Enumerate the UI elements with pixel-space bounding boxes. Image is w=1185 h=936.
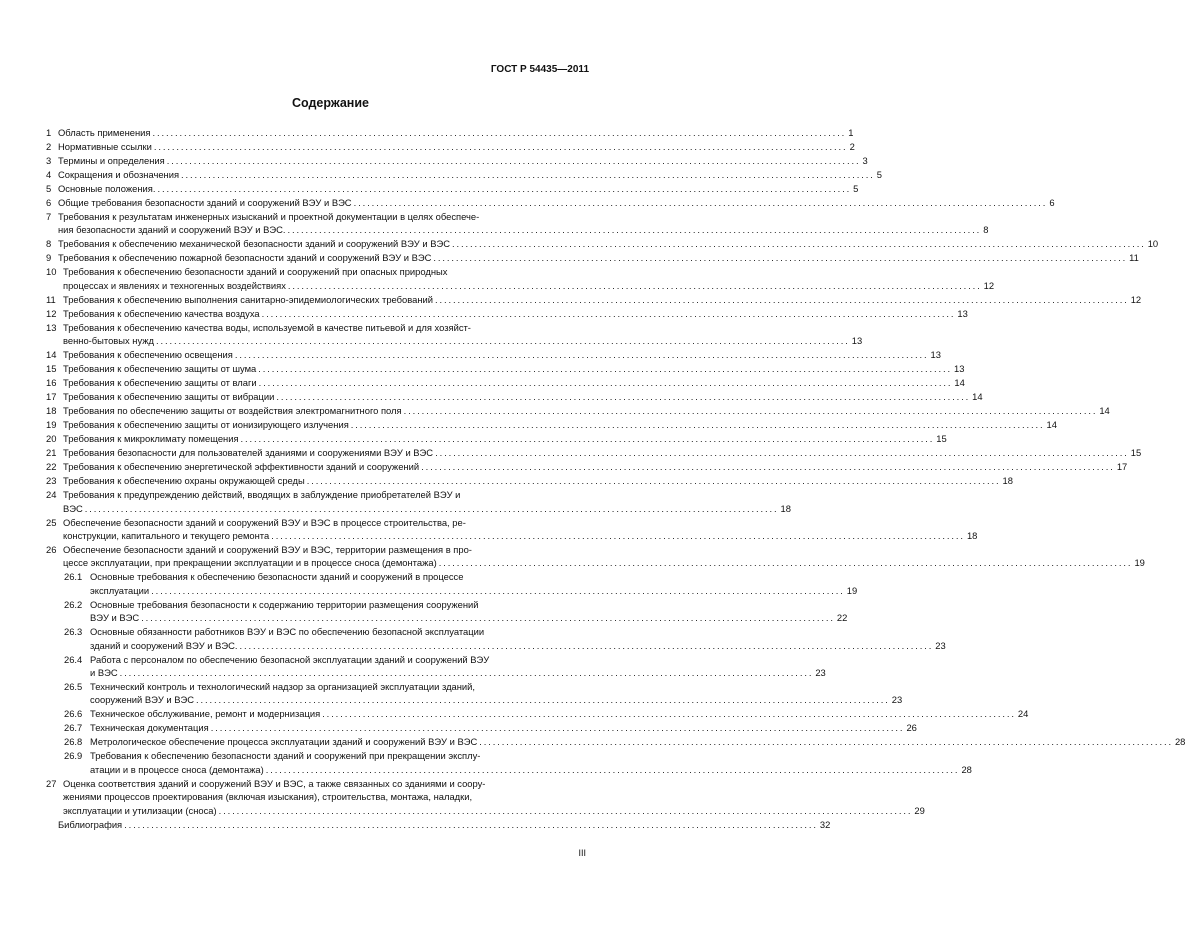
toc-entry[interactable]: [46, 168, 882, 181]
toc-entry[interactable]: [46, 140, 855, 153]
dot-leader: ..........................................................................................................................................................: [151, 584, 845, 596]
dot-leader: ..........................................................................................................................................................: [271, 530, 965, 542]
toc-entry[interactable]: [46, 210, 989, 237]
toc-entry-text: Требования к обеспечению защиты от ионизирующего излучения: [63, 419, 349, 431]
dot-leader: ..........................................................................................................................................................: [403, 405, 1098, 417]
toc-entry-text: цессе эксплуатации, при прекращении эксплуатации и в процессе сноса (демонтажа): [63, 557, 437, 569]
dot-leader: ..........................................................................................................................................................: [306, 475, 1001, 487]
toc-entry-text: Основные положения.: [58, 183, 156, 194]
dot-leader: ..........................................................................................................................................................: [196, 694, 890, 706]
toc-entry-text: Требования к обеспечению качества воздуха: [63, 307, 260, 319]
toc-entry-text: Оценка соответствия зданий и сооружений ВЭУ и ВЭС, а также связанных со зданиями и соору-: [63, 777, 486, 789]
toc-page-number: 2: [849, 141, 855, 152]
toc-page-number: 22: [836, 612, 848, 624]
toc-entry-text: Работа с персоналом по обеспечению безопасной эксплуатации зданий и сооружений ВЭУ: [90, 653, 490, 665]
toc-entry-text: Общие требования безопасности зданий и сооружений ВЭУ и ВЭС: [58, 197, 352, 208]
toc-entry[interactable]: [46, 446, 1142, 459]
toc-page-number: 14: [972, 391, 983, 403]
toc-entry-number: 13: [46, 321, 57, 333]
toc-entry[interactable]: [46, 237, 1159, 250]
dot-leader: ..........................................................................................................................................................: [141, 612, 835, 624]
toc-entry-text: Требования по обеспечению защиты от воздействия электромагнитного поля: [63, 405, 402, 417]
toc-entry-text: ния безопасности зданий и сооружений ВЭУ и ВЭС.: [58, 224, 286, 236]
toc-entry-number: 2: [46, 141, 52, 152]
toc-entry-text: Требования к обеспечению защиты от влаги: [63, 377, 257, 389]
toc-entry-number: 27: [46, 777, 57, 789]
toc-page-number: 19: [846, 584, 858, 596]
toc-entry[interactable]: [46, 251, 1139, 264]
toc-entry[interactable]: [46, 680, 903, 707]
toc-entry-number: 11: [46, 293, 56, 305]
dot-leader: ..........................................................................................................................................................: [353, 197, 1048, 208]
toc-entry-number: 12: [46, 307, 57, 319]
toc-page-number: 23: [815, 667, 826, 679]
toc-page-number: 18: [780, 502, 791, 514]
toc-page-number: 5: [876, 169, 882, 180]
toc-page-number: 17: [1116, 461, 1128, 473]
toc-entry-text: эксплуатации и утилизации (сноса): [63, 804, 217, 816]
dot-leader: ..........................................................................................................................................................: [421, 461, 1115, 473]
toc-entry-text: эксплуатации: [90, 584, 150, 596]
toc-entry-text: Основные требования безопасности к содержанию территории размещения сооружений: [90, 598, 479, 610]
toc-entry-text: зданий и сооружений ВЭУ и ВЭС.: [90, 639, 238, 651]
toc-page-number: 13: [957, 307, 968, 319]
dot-leader: ..........................................................................................................................................................: [433, 252, 1128, 264]
toc-entry-text: венно-бытовых нужд: [63, 335, 155, 347]
toc-entry-number: 26.2: [64, 598, 83, 610]
toc-page-number: 15: [936, 433, 947, 445]
toc-entry[interactable]: [46, 293, 1142, 306]
toc-entry[interactable]: [46, 390, 983, 403]
toc-entry-number: 10: [46, 266, 57, 278]
toc-entry-number: 26.4: [64, 653, 83, 665]
toc-page-number: 24: [1017, 708, 1029, 720]
toc-entry-number: 21: [46, 447, 57, 459]
toc-entry-number: 6: [46, 197, 52, 208]
toc-entry-number: 20: [46, 433, 57, 445]
dot-leader: ..........................................................................................................................................................: [258, 363, 953, 375]
toc-page-number: 28: [1174, 736, 1185, 748]
dot-leader: ..........................................................................................................................................................: [119, 667, 814, 679]
toc-entry-text: Обеспечение безопасности зданий и сооружений ВЭУ и ВЭС в процессе строительства, ре-: [63, 516, 466, 528]
toc-page-number: 5: [853, 183, 859, 194]
dot-leader: ..........................................................................................................................................................: [234, 349, 929, 361]
toc-entry[interactable]: [46, 707, 1029, 720]
toc-entry-text: Технический контроль и технологический надзор за организацией эксплуатации зданий,: [90, 681, 476, 693]
toc-page-number: 3: [862, 155, 868, 166]
toc-entry-number: 14: [46, 349, 57, 361]
toc-entry-number: 4: [46, 169, 52, 180]
toc-entry-text: Термины и определения: [58, 155, 165, 166]
toc-entry-number: 24: [46, 489, 57, 501]
toc-entry[interactable]: [46, 460, 1128, 473]
toc-entry-number: 8: [46, 238, 52, 250]
toc-entry-number: 17: [46, 391, 57, 403]
toc-entry-number: 26: [46, 544, 57, 556]
toc-entry[interactable]: [46, 516, 978, 543]
table-of-contents: [46, 126, 1185, 832]
toc-entry-number: 25: [46, 516, 57, 528]
toc-entry-number: 3: [46, 155, 52, 166]
toc-entry-number: 16: [46, 377, 57, 389]
toc-entry[interactable]: [46, 432, 947, 445]
toc-entry[interactable]: [46, 818, 831, 831]
toc-entry[interactable]: [46, 735, 1185, 748]
toc-page-number: 23: [935, 639, 946, 651]
dot-leader: ..........................................................................................................................................................: [152, 127, 847, 138]
dot-leader: ..........................................................................................................................................................: [350, 419, 1045, 431]
toc-page-number: 32: [819, 818, 831, 830]
dot-leader: ..........................................................................................................................................................: [156, 335, 850, 347]
toc-entry-number: 7: [46, 211, 52, 222]
toc-entry-text: процессах и явлениях и техногенных воздействиях: [63, 279, 286, 291]
toc-entry[interactable]: [46, 196, 1055, 209]
toc-entry-number: 22: [46, 461, 57, 473]
toc-page-number: 19: [1134, 557, 1145, 569]
toc-page-number: 12: [983, 279, 995, 291]
toc-page-number: 6: [1049, 197, 1055, 208]
toc-page-number: 14: [954, 377, 965, 389]
toc-entry-number: 26.8: [64, 736, 83, 748]
toc-entry-text: Требования к обеспечению защиты от шума: [63, 363, 257, 375]
toc-page-number: 23: [891, 694, 903, 706]
toc-page-number: 18: [1002, 475, 1013, 487]
toc-entry-text: Метрологическое обеспечение процесса эксплуатации зданий и сооружений ВЭУ и ВЭС: [90, 736, 478, 748]
toc-entry-text: Требования к обеспечению безопасности зданий и сооружений при прекращении эксплу-: [90, 750, 481, 762]
toc-entry-number: 26.7: [64, 722, 83, 734]
toc-page-number: 26: [906, 722, 917, 734]
dot-leader: ..........................................................................................................................................................: [181, 169, 875, 180]
toc-entry-text: конструкции, капитального и текущего ремонта: [63, 530, 270, 542]
toc-entry-number: 26.6: [64, 708, 83, 720]
dot-leader: ..........................................................................................................................................................: [322, 708, 1016, 720]
page-title: Содержание: [291, 96, 369, 110]
dot-leader: ..........................................................................................................................................................: [258, 377, 953, 389]
toc-entry[interactable]: [46, 543, 1145, 570]
toc-entry-text: Требования к предупреждению действий, вводящих в заблуждение приобретателей ВЭУ и: [63, 489, 461, 501]
toc-entry[interactable]: [46, 154, 868, 167]
toc-entry-text: Требования к обеспечению охраны окружающей среды: [63, 475, 305, 487]
toc-entry[interactable]: [46, 404, 1110, 417]
dot-leader: ..........................................................................................................................................................: [265, 763, 960, 775]
dot-leader: ..........................................................................................................................................................: [84, 502, 779, 514]
toc-entry[interactable]: [46, 570, 858, 597]
toc-entry-text: Основные обязанности работников ВЭУ и ВЭС по обеспечению безопасной эксплуатации: [90, 626, 485, 638]
toc-entry[interactable]: [46, 182, 859, 195]
dot-leader: ..........................................................................................................................................................: [451, 238, 1146, 250]
toc-entry[interactable]: [46, 777, 925, 817]
toc-page-number: 28: [961, 763, 972, 775]
page-number: III: [578, 848, 586, 858]
toc-entry-text: Требования к обеспечению безопасности зданий и сооружений при опасных природных: [63, 266, 448, 278]
toc-entry-text: Область применения: [58, 127, 151, 138]
toc-entry-text: Требования к обеспечению освещения: [63, 349, 233, 361]
dot-leader: ..........................................................................................................................................................: [124, 818, 818, 830]
toc-page-number: 11: [1129, 252, 1139, 264]
toc-entry[interactable]: [46, 126, 854, 139]
dot-leader: ..........................................................................................................................................................: [166, 155, 861, 166]
toc-entry[interactable]: [46, 598, 848, 625]
toc-entry-text: Сокращения и обозначения: [58, 169, 180, 180]
toc-entry-text: Обеспечение безопасности зданий и сооружений ВЭУ и ВЭС, территории размещения в про-: [63, 544, 472, 556]
dot-leader: ..........................................................................................................................................................: [240, 433, 935, 445]
toc-entry-text: Требования к результатам инженерных изысканий и проектной документации в целях обеспече-: [58, 211, 480, 222]
toc-entry-text: Библиография: [58, 818, 123, 830]
toc-page-number: 18: [966, 530, 978, 542]
toc-entry[interactable]: [46, 362, 965, 375]
toc-entry-number: 26.9: [64, 750, 83, 762]
toc-page-number: 8: [983, 224, 989, 236]
toc-entry-number: 26.3: [64, 626, 83, 638]
toc-page-number: 13: [954, 363, 965, 375]
toc-page-number: 29: [914, 804, 925, 816]
toc-entry-number: 26.1: [64, 571, 83, 583]
toc-entry-text: ВЭС: [63, 502, 83, 514]
toc-entry-text: Требования к обеспечению механической безопасности зданий и сооружений ВЭУ и ВЭС: [58, 238, 450, 250]
dot-leader: ..........................................................................................................................................................: [261, 307, 956, 319]
toc-page-number: 15: [1130, 447, 1142, 459]
toc-entry[interactable]: [46, 721, 917, 734]
dot-leader: ..........................................................................................................................................................: [210, 722, 905, 734]
toc-entry[interactable]: [46, 488, 791, 515]
dot-leader: ..........................................................................................................................................................: [438, 557, 1133, 569]
dot-leader: ..........................................................................................................................................................: [287, 224, 982, 236]
toc-entry-text: Требования к обеспечению выполнения санитарно-эпидемиологических требований: [63, 293, 433, 305]
toc-entry[interactable]: [46, 418, 1057, 431]
toc-page-number: 1: [848, 127, 854, 138]
dot-leader: ..........................................................................................................................................................: [287, 279, 982, 291]
toc-entry[interactable]: [46, 625, 946, 652]
toc-entry-text: Техническая документация: [90, 722, 209, 734]
toc-entry-text: Требования к обеспечению пожарной безопасности зданий и сооружений ВЭУ и ВЭС: [58, 252, 432, 264]
toc-entry[interactable]: [46, 749, 972, 776]
toc-entry-text: и ВЭС: [90, 667, 118, 679]
toc-entry-text: Техническое обслуживание, ремонт и модернизация: [90, 708, 321, 720]
toc-page-number: 13: [851, 335, 863, 347]
dot-leader: ..........................................................................................................................................................: [218, 804, 913, 816]
toc-page-number: 10: [1147, 238, 1159, 250]
toc-entry-text: Требования к обеспечению энергетической эффективности зданий и сооружений: [63, 461, 420, 473]
toc-entry-number: 5: [46, 183, 52, 194]
dot-leader: ..........................................................................................................................................................: [435, 447, 1129, 459]
toc-entry-text: сооружений ВЭУ и ВЭС: [90, 694, 195, 706]
toc-entry-number: 1: [46, 127, 52, 138]
toc-entry-number: 9: [46, 252, 52, 264]
toc-entry[interactable]: [46, 376, 965, 389]
toc-entry-number: 23: [46, 475, 57, 487]
dot-leader: ..........................................................................................................................................................: [434, 293, 1129, 305]
toc-entry-number: 19: [46, 419, 57, 431]
toc-entry-text: атации и в процессе сноса (демонтажа): [90, 763, 264, 775]
dot-leader: ..........................................................................................................................................................: [239, 639, 934, 651]
document-code: ГОСТ Р 54435—2011: [490, 64, 589, 75]
toc-entry[interactable]: [46, 265, 995, 292]
dot-leader: ..........................................................................................................................................................: [479, 736, 1173, 748]
toc-page-number: 14: [1046, 419, 1057, 431]
toc-entry-text: жениями процессов проектирования (включая изыскания), строительства, монтажа, наладки,: [63, 791, 473, 803]
toc-entry-number: 18: [46, 405, 57, 417]
toc-entry[interactable]: [46, 474, 1013, 487]
toc-entry-text: ВЭУ и ВЭС: [90, 612, 140, 624]
toc-entry-number: 26.5: [64, 681, 83, 693]
toc-page-number: 12: [1130, 293, 1142, 305]
toc-entry-text: Требования к микроклимату помещения: [63, 433, 239, 445]
dot-leader: ..........................................................................................................................................................: [157, 183, 852, 194]
toc-entry-text: Основные требования к обеспечению безопасности зданий и сооружений в процессе: [90, 571, 464, 583]
toc-page-number: 14: [1099, 405, 1110, 417]
toc-entry[interactable]: [46, 321, 863, 348]
toc-entry-text: Требования к обеспечению качества воды, используемой в качестве питьевой и для хозяйст-: [63, 321, 471, 333]
toc-entry-number: 15: [46, 363, 57, 375]
toc-entry-text: Требования к обеспечению защиты от вибрации: [63, 391, 275, 403]
toc-page-number: 13: [930, 349, 941, 361]
dot-leader: ..........................................................................................................................................................: [276, 391, 971, 403]
toc-entry[interactable]: [46, 653, 826, 680]
toc-entry[interactable]: [46, 348, 941, 361]
toc-entry-text: Требования безопасности для пользователей зданиями и сооружениями ВЭУ и ВЭС: [63, 447, 434, 459]
toc-entry[interactable]: [46, 307, 968, 320]
toc-entry-text: Нормативные ссылки: [58, 141, 152, 152]
dot-leader: ..........................................................................................................................................................: [153, 141, 848, 152]
